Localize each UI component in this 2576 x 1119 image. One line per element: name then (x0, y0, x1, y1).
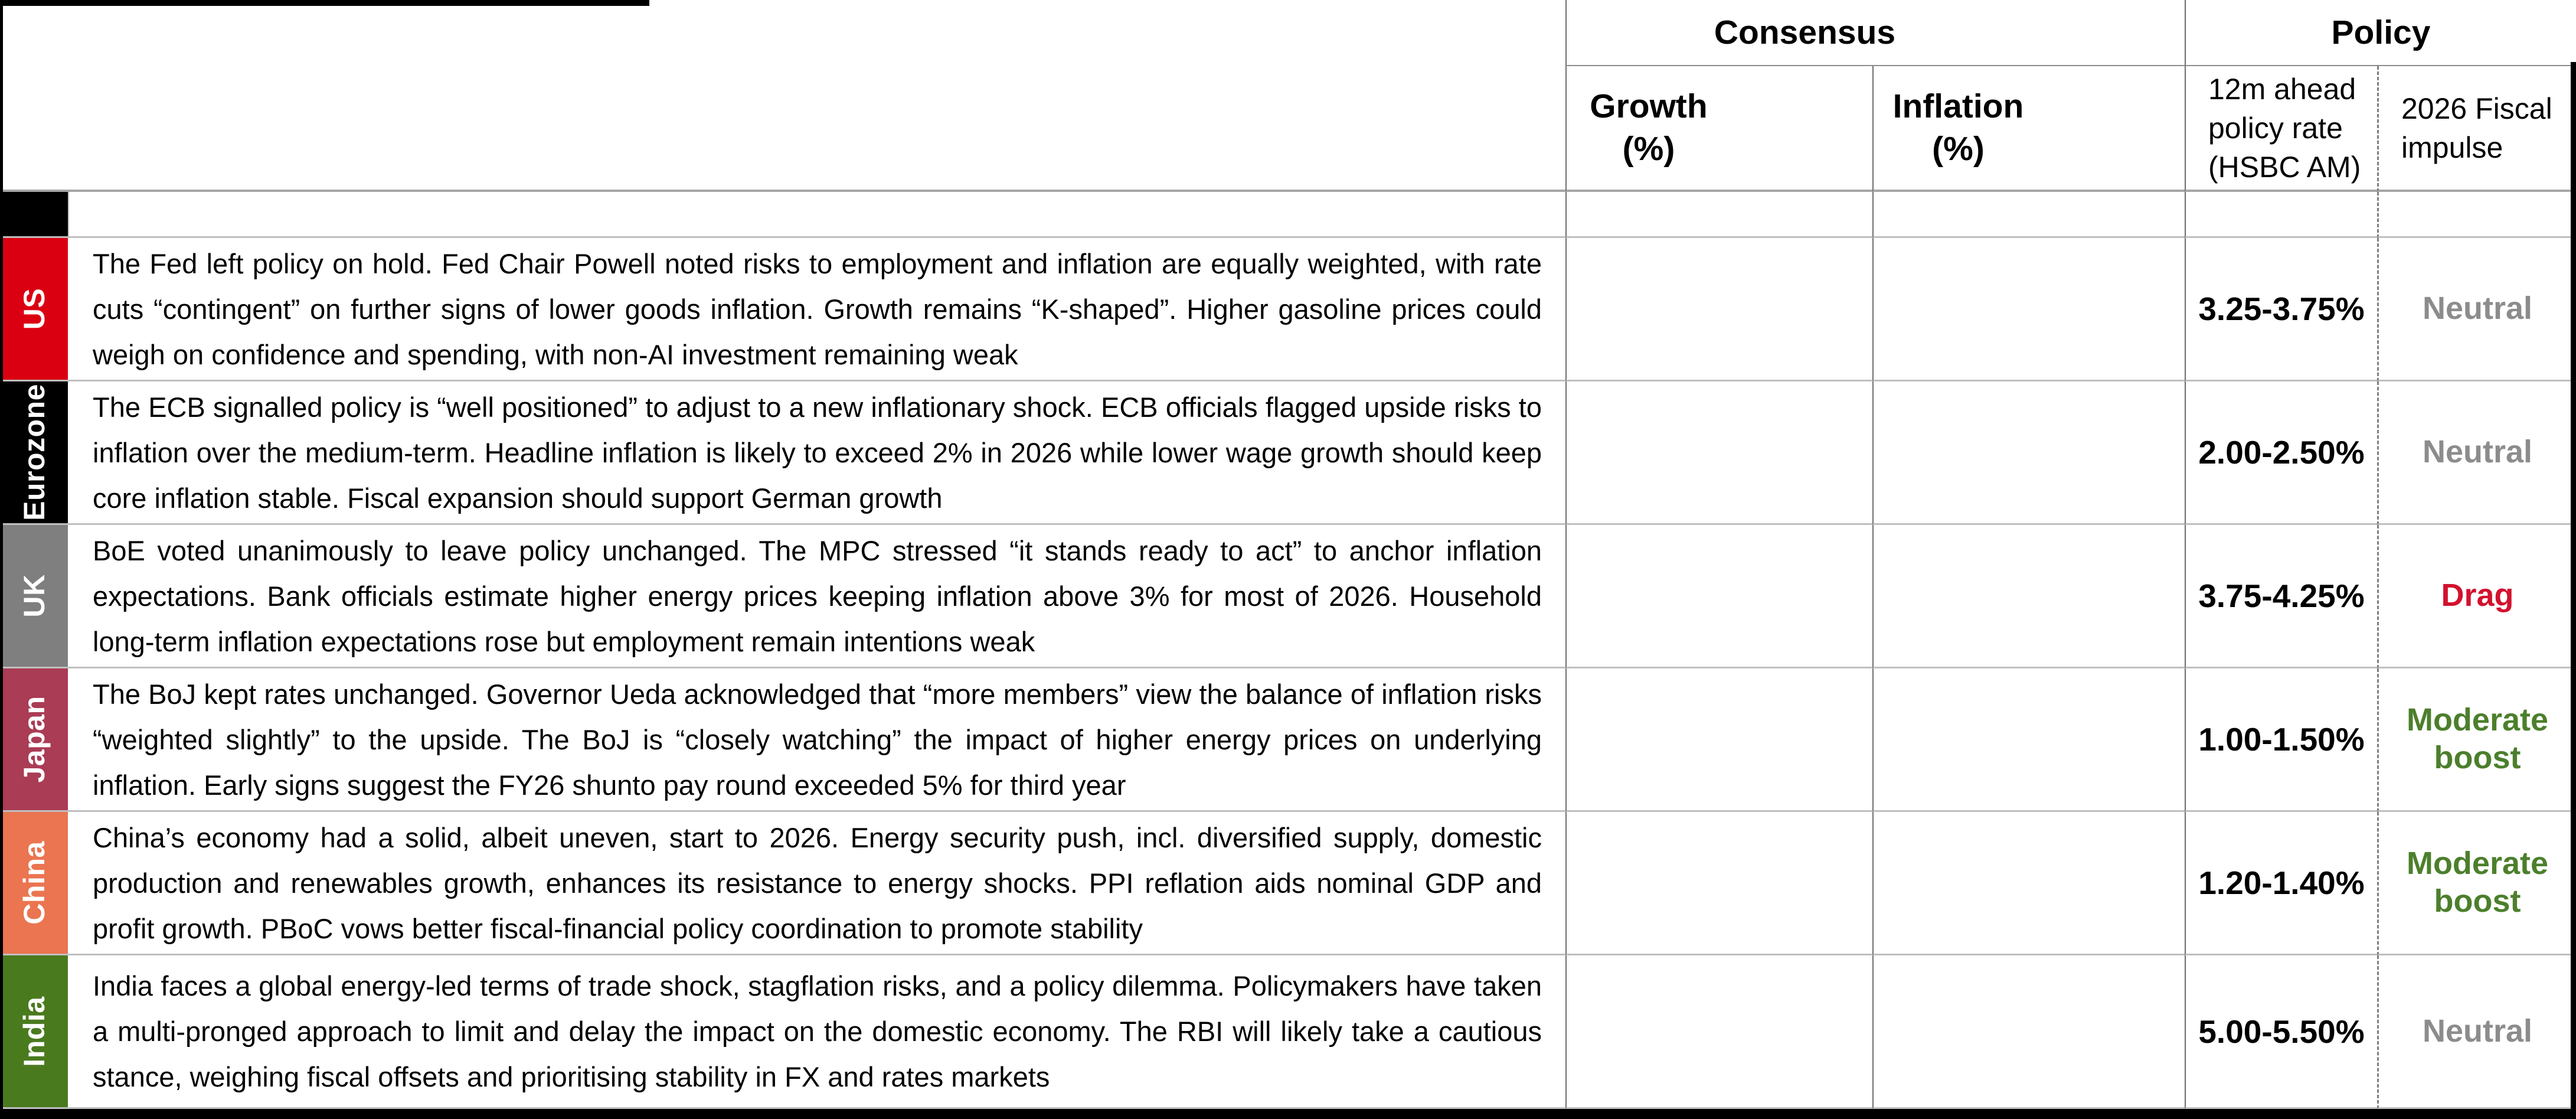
region-label-text: India (17, 996, 51, 1067)
growth-cell-japan (1565, 668, 1872, 812)
region-label-eurozone (0, 381, 68, 525)
growth-cell-eurozone (1565, 381, 1872, 525)
growth-cell-china (1565, 812, 1872, 955)
commentary-japan: The BoJ kept rates unchanged. Governor Ueda acknowledged that “more members” view the balance of inflation risks “weighted slightly” to the upside. The BoJ is “closely watching” the impact of higher energy prices on underlying inflation. Early signs suggest the FY26 shunto pay round exceeded 5% for third year (68, 668, 1565, 812)
inflation-column-header (1872, 66, 2185, 192)
spacer-black-tab (0, 192, 68, 238)
growth-column-header (1565, 66, 1872, 192)
region-label-china (0, 812, 68, 955)
spacer-cell (68, 192, 1565, 238)
commentary-us: The Fed left policy on hold. Fed Chair Powell noted risks to employment and inflation are equally weighted, with rate cuts “contingent” on further signs of lower goods inflation. Growth remains “K-shaped”. Higher gasoline prices could weigh on confidence and spending, with non-AI investment remaining weak (68, 238, 1565, 381)
fiscal-impulse-column-header: 2026 Fiscal impulse (2377, 66, 2576, 192)
commentary-uk: BoE voted unanimously to leave policy unchanged. The MPC stressed “it stands ready to act” to anchor inflation expectations. Bank officials estimate higher energy prices keeping inflation above 3% for most of 2026. Household long-term inflation expectations rose but employment remain intentions weak (68, 525, 1565, 668)
inflation-cell-india (1872, 955, 2185, 1109)
policy-rate-eurozone: 2.00-2.50% (2185, 381, 2377, 525)
spacer-rate-cell (2185, 192, 2377, 238)
top-border-bar (0, 0, 649, 6)
region-label-text: UK (17, 574, 51, 618)
policy-group-header: Policy (2185, 0, 2576, 66)
policy-rate-japan: 1.00-1.50% (2185, 668, 2377, 812)
spacer-inflation-cell (1872, 192, 2185, 238)
fiscal-impulse-india: Neutral (2377, 955, 2576, 1109)
commentary-eurozone: The ECB signalled policy is “well positioned” to adjust to a new inflationary shock. ECB officials flagged upside risks to inflation over the medium-term. Headline inflation is likely to exceed 2% in 2026 while lower wage growth should keep core inflation stable. Fiscal expansion should support German growth (68, 381, 1565, 525)
inflation-cell-us (1872, 238, 2185, 381)
left-border (0, 0, 3, 1119)
inflation-cell-china (1872, 812, 2185, 955)
policy-rate-uk: 3.75-4.25% (2185, 525, 2377, 668)
policy-rate-column-header: 12m ahead policy rate (HSBC AM) (2185, 66, 2377, 192)
corner-blank-cell-2 (0, 66, 1565, 192)
consensus-group-header: Consensus (1565, 0, 2185, 66)
commentary-india: India faces a global energy-led terms of trade shock, stagflation risks, and a policy dilemma. Policymakers have taken a multi-pronged approach to limit and delay the impact on the domestic economy. The RBI will likely take a cautious stance, weighing fiscal offsets and prioritising stability in FX and rates markets (68, 955, 1565, 1109)
policy-rate-china: 1.20-1.40% (2185, 812, 2377, 955)
inflation-cell-eurozone (1872, 381, 2185, 525)
region-label-text: Japan (17, 696, 51, 783)
inflation-unit: (%) (1932, 129, 1985, 168)
inflation-cell-japan (1872, 668, 2185, 812)
commentary-china: China’s economy had a solid, albeit uneven, start to 2026. Energy security push, incl. diversified supply, domestic production and renewables growth, enhances its resistance to energy shocks. PPI reflation aids nominal GDP and profit growth. PBoC vows better fiscal-financial policy coordination to promote stability (68, 812, 1565, 955)
fiscal-impulse-eurozone: Neutral (2377, 381, 2576, 525)
corner-blank-cell (0, 0, 1565, 66)
region-label-uk (0, 525, 68, 668)
region-label-text: Eurozone (17, 384, 51, 521)
growth-label: Growth (1590, 87, 1708, 126)
region-label-india (0, 955, 68, 1109)
inflation-cell-uk (1872, 525, 2185, 668)
fiscal-impulse-us: Neutral (2377, 238, 2576, 381)
bottom-border-bar (0, 1109, 2576, 1119)
region-label-text: US (17, 288, 51, 330)
region-label-japan (0, 668, 68, 812)
region-label-text: China (17, 841, 51, 925)
region-label-us (0, 238, 68, 381)
growth-unit: (%) (1622, 129, 1675, 168)
policy-rate-india: 5.00-5.50% (2185, 955, 2377, 1109)
fiscal-impulse-japan: Moderate boost (2377, 668, 2576, 812)
inflation-label: Inflation (1892, 87, 2024, 126)
growth-cell-us (1565, 238, 1872, 381)
growth-cell-uk (1565, 525, 1872, 668)
policy-rate-us: 3.25-3.75% (2185, 238, 2377, 381)
fiscal-impulse-china: Moderate boost (2377, 812, 2576, 955)
fiscal-impulse-uk: Drag (2377, 525, 2576, 668)
right-border (2571, 62, 2576, 1119)
spacer-fiscal-cell (2377, 192, 2576, 238)
growth-cell-india (1565, 955, 1872, 1109)
spacer-growth-cell (1565, 192, 1872, 238)
